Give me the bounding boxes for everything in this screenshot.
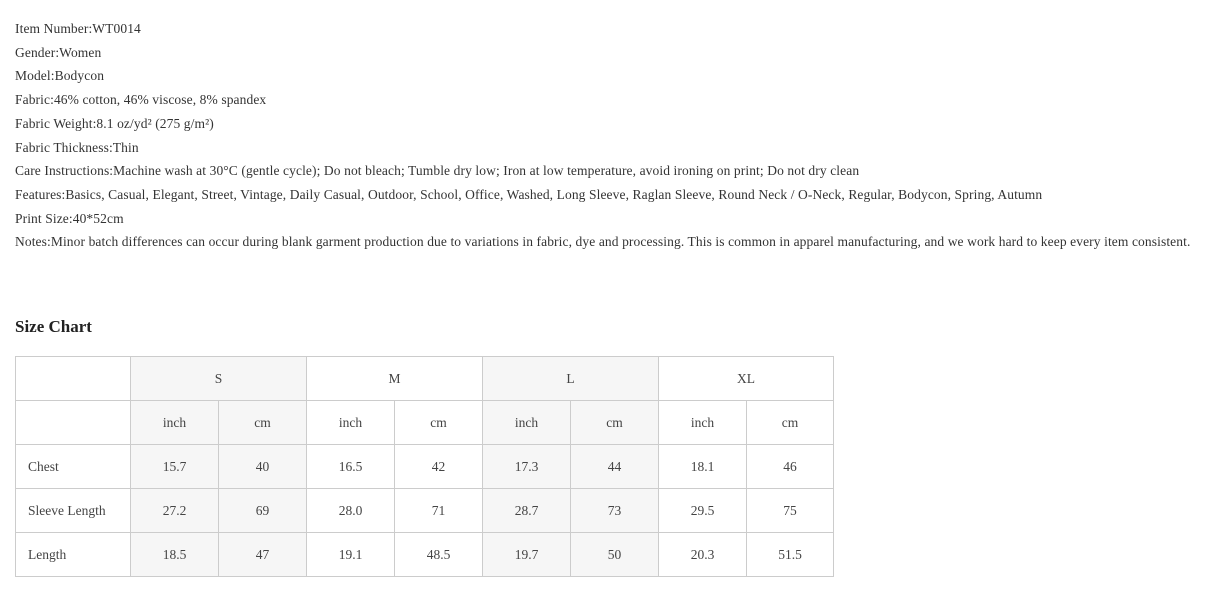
detail-item-number: Item Number:WT0014 — [15, 21, 141, 36]
measurement-cell: 15.7 — [131, 445, 219, 489]
measurement-cell: 48.5 — [395, 533, 483, 577]
measurement-cell: 40 — [219, 445, 307, 489]
size-chart-heading: Size Chart — [15, 317, 92, 337]
unit-header-inch: inch — [659, 401, 747, 445]
measurement-cell: 73 — [571, 489, 659, 533]
detail-features: Features:Basics, Casual, Elegant, Street, Vintage, Daily Casual, Outdoor, School, Office, Washed, Long Sleeve, Raglan Sleeve, Round Neck / O-Neck, Regular, Bodycon, Spring, Autumn — [15, 186, 1043, 202]
measurement-cell: 18.5 — [131, 533, 219, 577]
measurement-cell: 75 — [747, 489, 834, 533]
detail-gender: Gender:Women — [15, 44, 102, 60]
size-header-row — [16, 357, 834, 401]
detail-fabric: Fabric:46% cotton, 46% viscose, 8% spandex — [15, 92, 267, 108]
measurement-cell: 17.3 — [483, 445, 571, 489]
unit-header-inch: inch — [483, 401, 571, 445]
detail-fabric-thickness: Fabric Thickness:Thin — [15, 139, 139, 155]
unit-header-cm: cm — [571, 401, 659, 445]
row-label-sleeve-length: Sleeve Length — [16, 489, 131, 533]
measurement-cell: 20.3 — [659, 533, 747, 577]
corner-cell — [16, 357, 131, 401]
measurement-cell: 28.0 — [307, 489, 395, 533]
unit-header-inch: inch — [307, 401, 395, 445]
measurement-cell: 16.5 — [307, 445, 395, 489]
unit-header-cm: cm — [219, 401, 307, 445]
row-label-chest: Chest — [16, 445, 131, 489]
row-label-length: Length — [16, 533, 131, 577]
unit-header-cm: cm — [747, 401, 834, 445]
measurement-cell: 44 — [571, 445, 659, 489]
measurement-cell: 27.2 — [131, 489, 219, 533]
size-header-xl: XL — [659, 357, 834, 401]
detail-care-instructions: Care Instructions:Machine wash at 30°C (gentle cycle); Do not bleach; Tumble dry low; Iron at low temperature, avoid ironing on print; Do not dry clean — [15, 163, 860, 179]
detail-notes: Notes:Minor batch differences can occur during blank garment production due to variations in fabric, dye and processing. This is common in apparel manufacturing, and we work hard to keep every item consistent. — [15, 234, 1191, 250]
size-header-m: M — [307, 357, 483, 401]
measurement-cell: 47 — [219, 533, 307, 577]
measurement-cell: 18.1 — [659, 445, 747, 489]
product-details — [15, 17, 1219, 254]
measurement-cell: 69 — [219, 489, 307, 533]
measurement-cell: 42 — [395, 445, 483, 489]
size-chart-table — [15, 356, 834, 577]
corner-cell — [16, 401, 131, 445]
measurement-cell: 19.1 — [307, 533, 395, 577]
unit-header-inch: inch — [131, 401, 219, 445]
measurement-cell: 50 — [571, 533, 659, 577]
table-row-length — [16, 533, 834, 577]
detail-model: Model:Bodycon — [15, 68, 105, 84]
measurement-cell: 46 — [747, 445, 834, 489]
size-header-l: L — [483, 357, 659, 401]
measurement-cell: 28.7 — [483, 489, 571, 533]
detail-fabric-weight: Fabric Weight:8.1 oz/yd² (275 g/m²) — [15, 115, 214, 131]
table-row-sleeve-length — [16, 489, 834, 533]
measurement-cell: 29.5 — [659, 489, 747, 533]
detail-print-size: Print Size:40*52cm — [15, 210, 124, 226]
unit-header-row — [16, 401, 834, 445]
size-header-s: S — [131, 357, 307, 401]
table-row-chest — [16, 445, 834, 489]
measurement-cell: 19.7 — [483, 533, 571, 577]
measurement-cell: 71 — [395, 489, 483, 533]
unit-header-cm: cm — [395, 401, 483, 445]
measurement-cell: 51.5 — [747, 533, 834, 577]
